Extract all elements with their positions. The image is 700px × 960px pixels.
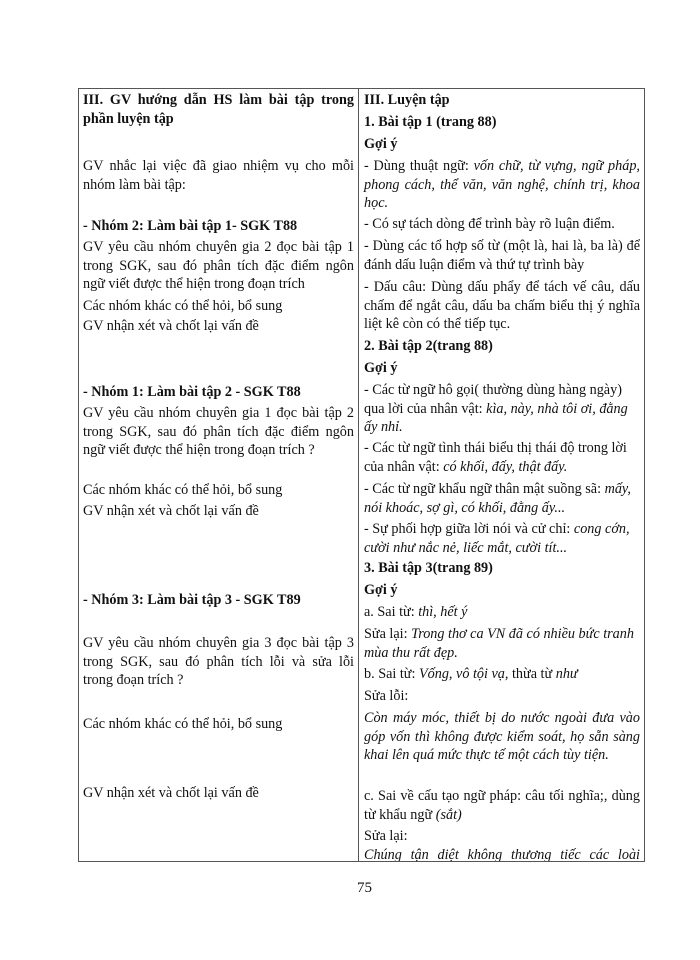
ex1-point4: - Dấu câu: Dùng dấu phẩy để tách vế câu, dấu chấm để ngắt câu, dấu ba chấm biểu thị ý nghĩa liệt kê còn có thể tiếp tục. xyxy=(364,279,640,332)
ex2-title: 2. Bài tập 2(trang 88) xyxy=(364,338,493,354)
ex3-b-fix-label: Sửa lỗi: xyxy=(364,688,409,704)
group3-others: Các nhóm khác có thể hỏi, bổ sung xyxy=(83,716,283,732)
right-heading: III. Luyện tập xyxy=(364,92,450,108)
ex1-point1: - Dùng thuật ngữ: vốn chữ, từ vựng, ngữ pháp, phong cách, thể văn, văn nghệ, chính trị, khoa học. xyxy=(364,158,640,211)
ex1-hint: Gợi ý xyxy=(364,136,398,152)
ex3-c-error: c. Sai về cấu tạo ngữ pháp: câu tối nghĩa;, dùng từ khẩu ngữ (sắt) xyxy=(364,788,640,823)
left-heading: III. GV hướng dẫn HS làm bài tập trong phần luyện tập xyxy=(83,92,354,127)
left-intro: GV nhắc lại việc đã giao nhiệm vụ cho mỗi nhóm làm bài tập: xyxy=(83,158,354,193)
ex3-c-fix-label: Sửa lại: xyxy=(364,828,408,844)
ex3-title: 3. Bài tập 3(trang 89) xyxy=(364,560,493,576)
lesson-table xyxy=(78,88,645,862)
ex3-b-error: b. Sai từ: Vống, vô tội vạ, thừa từ như xyxy=(364,666,578,682)
group2-title: - Nhóm 2: Làm bài tập 1- SGK T88 xyxy=(83,218,298,234)
table-row xyxy=(79,89,645,862)
ex3-a-fix: Sửa lại: Trong thơ ca VN đã có nhiều bức tranh mùa thu rất đẹp. xyxy=(364,626,634,661)
ex1-point2: - Có sự tách dòng để trình bày rõ luận điểm. xyxy=(364,216,615,232)
ex3-hint: Gợi ý xyxy=(364,582,398,598)
teacher-activity-column xyxy=(79,89,359,862)
group2-conclude: GV nhận xét và chốt lại vấn đề xyxy=(83,318,259,334)
ex2-point4: - Sự phối hợp giữa lời nói và cử chỉ: cong cớn, cười như nắc nẻ, liếc mắt, cười tít... xyxy=(364,521,630,556)
group3-conclude: GV nhận xét và chốt lại vấn đề xyxy=(83,785,259,801)
ex2-point1: - Các từ ngữ hô gọi( thường dùng hàng ngày) qua lời của nhân vật: kìa, này, nhà tôi ơi, đằng ấy nhỉ. xyxy=(364,382,628,435)
ex3-c-fix-text: Chúng tận diệt không thương tiếc các loài xyxy=(364,847,640,861)
group3-title: - Nhóm 3: Làm bài tập 3 - SGK T89 xyxy=(83,592,301,608)
ex1-title: 1. Bài tập 1 (trang 88) xyxy=(364,114,497,130)
ex2-hint: Gợi ý xyxy=(364,360,398,376)
group1-title: - Nhóm 1: Làm bài tập 2 - SGK T88 xyxy=(83,384,301,400)
group1-task: GV yêu cầu nhóm chuyên gia 1 đọc bài tập 2 trong SGK, sau đó phân tích đặc điểm ngôn ngữ viết được thể hiện trong đoạn trích ? xyxy=(83,405,354,458)
ex2-point3: - Các từ ngữ khẩu ngữ thân mật suồng sã: mấy, nói khoác, sợ gì, có khối, đằng ấy... xyxy=(364,481,631,516)
group3-task: GV yêu cầu nhóm chuyên gia 3 đọc bài tập 3 trong SGK, sau đó phân tích lỗi và sửa lỗi trong đoạn trích ? xyxy=(83,635,354,688)
student-content-column xyxy=(359,89,645,862)
group2-others: Các nhóm khác có thể hỏi, bổ sung xyxy=(83,298,283,314)
ex2-point2: - Các từ ngữ tình thái biểu thị thái độ trong lời của nhân vật: có khối, đấy, thật đấy. xyxy=(364,440,627,475)
ex1-point3: - Dùng các tổ hợp số từ (một là, hai là, ba là) để đánh dấu luận điểm và thứ tự trình bày xyxy=(364,238,640,273)
ex3-a-error: a. Sai từ: thì, hết ý xyxy=(364,604,468,620)
group1-conclude: GV nhận xét và chốt lại vấn đề xyxy=(83,503,259,519)
page-number: 75 xyxy=(357,880,372,896)
group2-task: GV yêu cầu nhóm chuyên gia 2 đọc bài tập 1 trong SGK, sau đó phân tích đặc điểm ngôn ngữ viết được thể hiện trong đoạn trích xyxy=(83,239,354,292)
ex3-b-fix-text: Còn máy móc, thiết bị do nước ngoài đưa vào góp vốn thì không được kiểm soát, họ sẵn sàng khai lên quá mức thực tế một cách tùy tiện. xyxy=(364,710,640,763)
group1-others: Các nhóm khác có thể hỏi, bổ sung xyxy=(83,482,283,498)
